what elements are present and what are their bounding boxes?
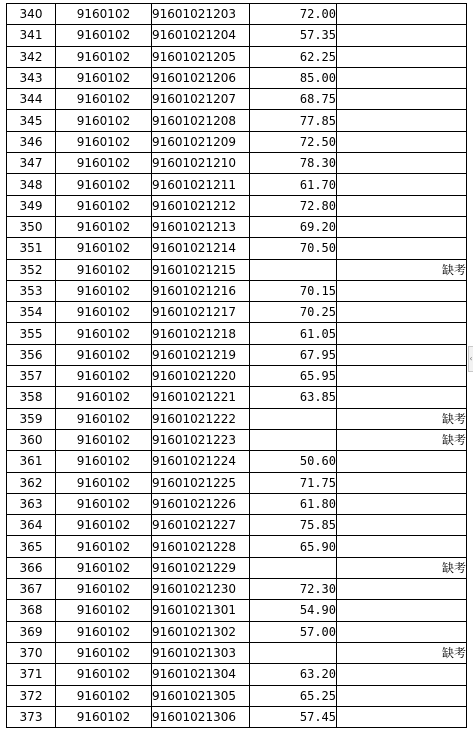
table-row [7, 621, 467, 642]
remark-cell [337, 685, 467, 706]
table-row [7, 706, 467, 727]
remark-cell: 缺考 [337, 259, 467, 280]
score-cell: 77.85 [250, 110, 337, 131]
ticket-number-cell: 91601021228 [152, 536, 250, 557]
table-row [7, 515, 467, 536]
row-number-cell: 364 [7, 515, 56, 536]
collapse-arrow-icon[interactable]: ‹ [468, 346, 473, 372]
row-number-cell: 340 [7, 4, 56, 25]
score-cell: 72.00 [250, 4, 337, 25]
ticket-number-cell: 91601021204 [152, 25, 250, 46]
row-number-cell: 344 [7, 89, 56, 110]
ticket-number-cell: 91601021215 [152, 259, 250, 280]
position-code-cell: 9160102 [56, 515, 152, 536]
remark-cell [337, 579, 467, 600]
score-table-body [7, 4, 467, 728]
position-code-cell: 9160102 [56, 429, 152, 450]
row-number-cell: 361 [7, 451, 56, 472]
row-number-cell: 363 [7, 493, 56, 514]
ticket-number-cell: 91601021208 [152, 110, 250, 131]
ticket-number-cell: 91601021227 [152, 515, 250, 536]
ticket-number-cell: 91601021303 [152, 642, 250, 663]
position-code-cell: 9160102 [56, 344, 152, 365]
position-code-cell: 9160102 [56, 536, 152, 557]
row-number-cell: 353 [7, 280, 56, 301]
position-code-cell: 9160102 [56, 600, 152, 621]
score-cell: 63.85 [250, 387, 337, 408]
position-code-cell: 9160102 [56, 706, 152, 727]
ticket-number-cell: 91601021219 [152, 344, 250, 365]
ticket-number-cell: 91601021302 [152, 621, 250, 642]
table-row [7, 174, 467, 195]
remark-cell [337, 195, 467, 216]
position-code-cell: 9160102 [56, 323, 152, 344]
remark-cell [337, 153, 467, 174]
position-code-cell: 9160102 [56, 302, 152, 323]
position-code-cell: 9160102 [56, 174, 152, 195]
row-number-cell: 347 [7, 153, 56, 174]
score-cell: 72.50 [250, 131, 337, 152]
remark-cell [337, 515, 467, 536]
ticket-number-cell: 91601021305 [152, 685, 250, 706]
position-code-cell: 9160102 [56, 67, 152, 88]
ticket-number-cell: 91601021222 [152, 408, 250, 429]
table-row [7, 557, 467, 578]
table-row [7, 280, 467, 301]
remark-cell: 缺考 [337, 408, 467, 429]
ticket-number-cell: 91601021224 [152, 451, 250, 472]
remark-cell [337, 664, 467, 685]
row-number-cell: 357 [7, 366, 56, 387]
row-number-cell: 372 [7, 685, 56, 706]
score-cell: 65.90 [250, 536, 337, 557]
table-row [7, 387, 467, 408]
score-cell: 85.00 [250, 67, 337, 88]
score-cell [250, 557, 337, 578]
position-code-cell: 9160102 [56, 493, 152, 514]
row-number-cell: 342 [7, 46, 56, 67]
remark-cell [337, 387, 467, 408]
ticket-number-cell: 91601021212 [152, 195, 250, 216]
ticket-number-cell: 91601021211 [152, 174, 250, 195]
position-code-cell: 9160102 [56, 451, 152, 472]
table-row [7, 664, 467, 685]
row-number-cell: 341 [7, 25, 56, 46]
row-number-cell: 356 [7, 344, 56, 365]
table-row [7, 238, 467, 259]
ticket-number-cell: 91601021304 [152, 664, 250, 685]
table-row [7, 25, 467, 46]
table-row [7, 302, 467, 323]
ticket-number-cell: 91601021230 [152, 579, 250, 600]
table-row [7, 451, 467, 472]
remark-cell [337, 302, 467, 323]
remark-cell [337, 131, 467, 152]
ticket-number-cell: 91601021306 [152, 706, 250, 727]
score-cell: 57.00 [250, 621, 337, 642]
ticket-number-cell: 91601021221 [152, 387, 250, 408]
row-number-cell: 343 [7, 67, 56, 88]
table-row [7, 89, 467, 110]
remark-cell [337, 67, 467, 88]
score-cell: 62.25 [250, 46, 337, 67]
ticket-number-cell: 91601021226 [152, 493, 250, 514]
position-code-cell: 9160102 [56, 131, 152, 152]
score-cell: 67.95 [250, 344, 337, 365]
table-row [7, 536, 467, 557]
ticket-number-cell: 91601021206 [152, 67, 250, 88]
remark-cell [337, 493, 467, 514]
score-cell: 70.15 [250, 280, 337, 301]
position-code-cell: 9160102 [56, 685, 152, 706]
score-cell: 70.25 [250, 302, 337, 323]
remark-cell [337, 89, 467, 110]
remark-cell [337, 600, 467, 621]
remark-cell [337, 4, 467, 25]
score-cell: 61.05 [250, 323, 337, 344]
position-code-cell: 9160102 [56, 110, 152, 131]
row-number-cell: 362 [7, 472, 56, 493]
row-number-cell: 368 [7, 600, 56, 621]
ticket-number-cell: 91601021301 [152, 600, 250, 621]
ticket-number-cell: 91601021205 [152, 46, 250, 67]
score-cell [250, 429, 337, 450]
table-row [7, 408, 467, 429]
score-cell: 57.35 [250, 25, 337, 46]
position-code-cell: 9160102 [56, 195, 152, 216]
remark-cell [337, 280, 467, 301]
remark-cell [337, 344, 467, 365]
position-code-cell: 9160102 [56, 621, 152, 642]
ticket-number-cell: 91601021218 [152, 323, 250, 344]
row-number-cell: 373 [7, 706, 56, 727]
remark-cell [337, 323, 467, 344]
position-code-cell: 9160102 [56, 89, 152, 110]
table-row [7, 131, 467, 152]
position-code-cell: 9160102 [56, 238, 152, 259]
ticket-number-cell: 91601021210 [152, 153, 250, 174]
table-row [7, 110, 467, 131]
score-cell: 61.80 [250, 493, 337, 514]
row-number-cell: 360 [7, 429, 56, 450]
table-row [7, 259, 467, 280]
score-cell: 71.75 [250, 472, 337, 493]
position-code-cell: 9160102 [56, 472, 152, 493]
score-cell [250, 259, 337, 280]
position-code-cell: 9160102 [56, 4, 152, 25]
score-cell: 65.25 [250, 685, 337, 706]
ticket-number-cell: 91601021229 [152, 557, 250, 578]
position-code-cell: 9160102 [56, 25, 152, 46]
score-table [6, 3, 467, 728]
score-cell: 50.60 [250, 451, 337, 472]
table-row [7, 642, 467, 663]
remark-cell [337, 238, 467, 259]
row-number-cell: 352 [7, 259, 56, 280]
score-cell: 63.20 [250, 664, 337, 685]
position-code-cell: 9160102 [56, 387, 152, 408]
row-number-cell: 370 [7, 642, 56, 663]
ticket-number-cell: 91601021203 [152, 4, 250, 25]
remark-cell [337, 536, 467, 557]
remark-cell: 缺考 [337, 642, 467, 663]
score-cell: 54.90 [250, 600, 337, 621]
table-row [7, 472, 467, 493]
remark-cell: 缺考 [337, 429, 467, 450]
table-row [7, 493, 467, 514]
table-row [7, 216, 467, 237]
ticket-number-cell: 91601021225 [152, 472, 250, 493]
table-row [7, 344, 467, 365]
position-code-cell: 9160102 [56, 216, 152, 237]
table-row [7, 685, 467, 706]
score-cell: 78.30 [250, 153, 337, 174]
position-code-cell: 9160102 [56, 153, 152, 174]
score-cell: 61.70 [250, 174, 337, 195]
row-number-cell: 365 [7, 536, 56, 557]
table-row [7, 429, 467, 450]
score-cell: 57.45 [250, 706, 337, 727]
remark-cell [337, 46, 467, 67]
ticket-number-cell: 91601021220 [152, 366, 250, 387]
row-number-cell: 367 [7, 579, 56, 600]
row-number-cell: 348 [7, 174, 56, 195]
ticket-number-cell: 91601021216 [152, 280, 250, 301]
remark-cell [337, 472, 467, 493]
score-cell [250, 642, 337, 663]
score-cell: 68.75 [250, 89, 337, 110]
table-row [7, 600, 467, 621]
row-number-cell: 354 [7, 302, 56, 323]
table-row [7, 323, 467, 344]
position-code-cell: 9160102 [56, 46, 152, 67]
table-row [7, 153, 467, 174]
table-row [7, 46, 467, 67]
position-code-cell: 9160102 [56, 280, 152, 301]
position-code-cell: 9160102 [56, 664, 152, 685]
table-row [7, 4, 467, 25]
position-code-cell: 9160102 [56, 579, 152, 600]
remark-cell [337, 366, 467, 387]
remark-cell [337, 216, 467, 237]
ticket-number-cell: 91601021207 [152, 89, 250, 110]
score-cell: 75.85 [250, 515, 337, 536]
ticket-number-cell: 91601021213 [152, 216, 250, 237]
table-row [7, 579, 467, 600]
position-code-cell: 9160102 [56, 366, 152, 387]
row-number-cell: 346 [7, 131, 56, 152]
row-number-cell: 351 [7, 238, 56, 259]
ticket-number-cell: 91601021217 [152, 302, 250, 323]
table-row [7, 366, 467, 387]
row-number-cell: 366 [7, 557, 56, 578]
position-code-cell: 9160102 [56, 557, 152, 578]
ticket-number-cell: 91601021214 [152, 238, 250, 259]
score-cell: 70.50 [250, 238, 337, 259]
score-cell: 69.20 [250, 216, 337, 237]
row-number-cell: 345 [7, 110, 56, 131]
score-cell: 72.30 [250, 579, 337, 600]
row-number-cell: 350 [7, 216, 56, 237]
row-number-cell: 369 [7, 621, 56, 642]
position-code-cell: 9160102 [56, 408, 152, 429]
score-cell [250, 408, 337, 429]
row-number-cell: 349 [7, 195, 56, 216]
remark-cell: 缺考 [337, 557, 467, 578]
remark-cell [337, 706, 467, 727]
position-code-cell: 9160102 [56, 259, 152, 280]
row-number-cell: 358 [7, 387, 56, 408]
remark-cell [337, 451, 467, 472]
table-row [7, 67, 467, 88]
position-code-cell: 9160102 [56, 642, 152, 663]
ticket-number-cell: 91601021209 [152, 131, 250, 152]
row-number-cell: 371 [7, 664, 56, 685]
row-number-cell: 359 [7, 408, 56, 429]
row-number-cell: 355 [7, 323, 56, 344]
score-cell: 72.80 [250, 195, 337, 216]
remark-cell [337, 25, 467, 46]
ticket-number-cell: 91601021223 [152, 429, 250, 450]
remark-cell [337, 621, 467, 642]
score-cell: 65.95 [250, 366, 337, 387]
remark-cell [337, 174, 467, 195]
table-row [7, 195, 467, 216]
remark-cell [337, 110, 467, 131]
